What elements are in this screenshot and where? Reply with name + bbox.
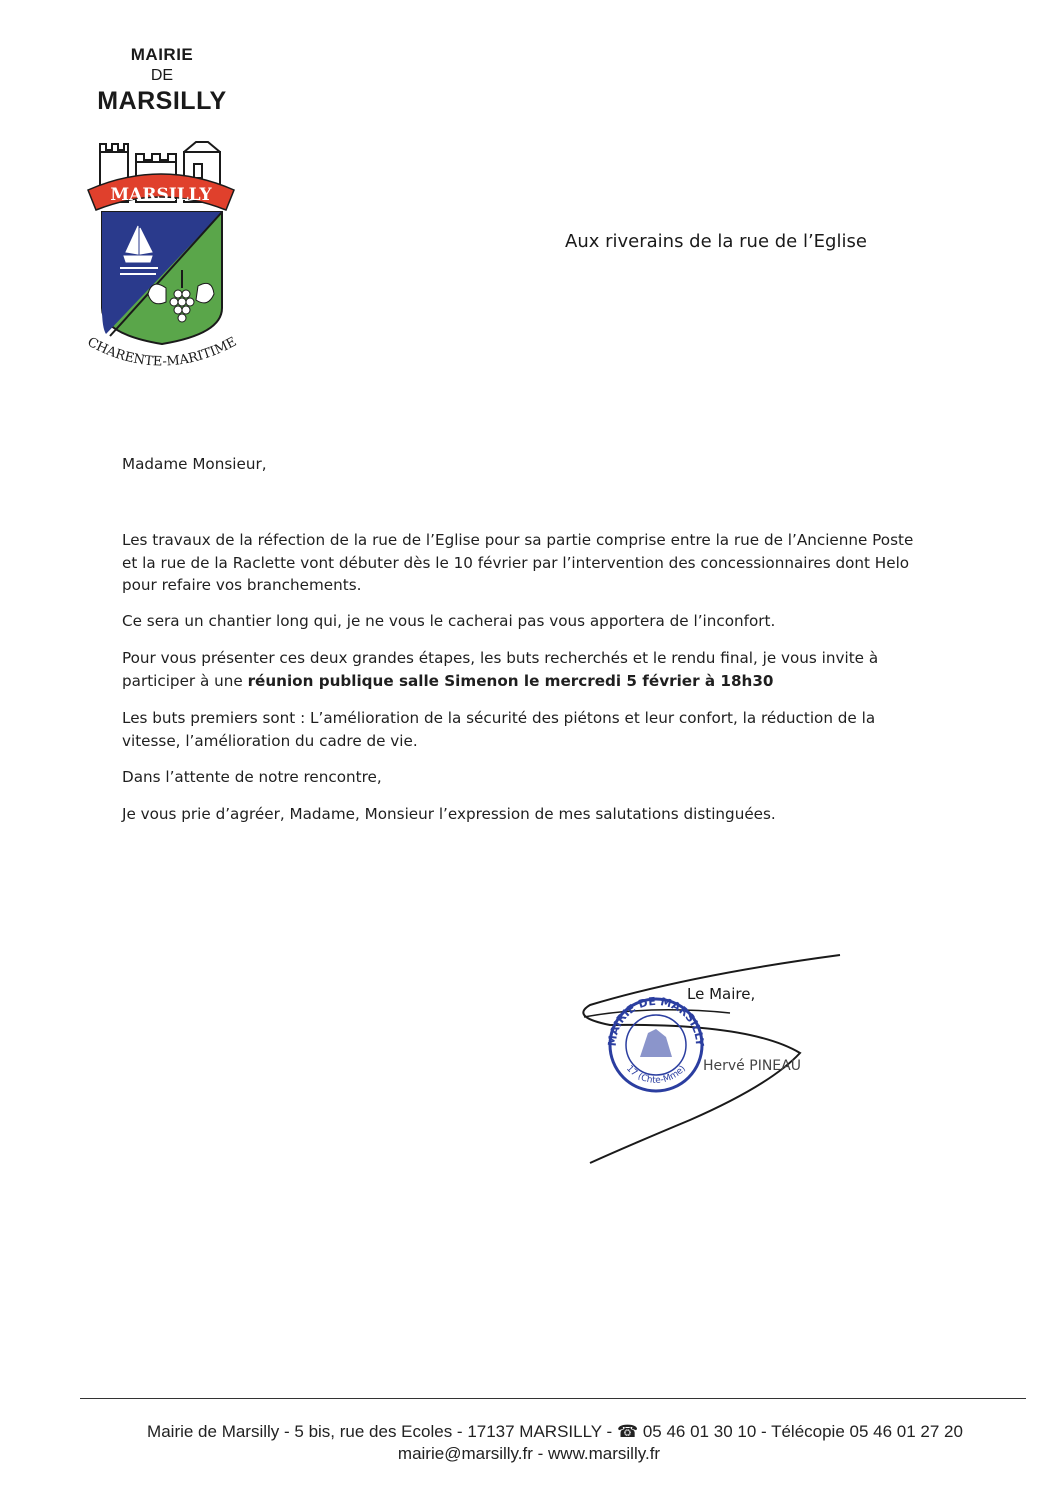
crest-banner-text: MARSILLY (110, 185, 212, 205)
signatory-title: Le Maire, (687, 985, 756, 1003)
letter-paragraph-inconvenience: Ce sera un chantier long qui, je ne vous le cacherai pas vous apportera de l’inconfort. (122, 612, 776, 630)
meeting-details-text: réunion publique salle Simenon le mercredi 5 février à 18h30 (247, 671, 774, 690)
recipient-line: Aux riverains de la rue de l’Eglise (565, 231, 867, 252)
stamp-bottom-text: 17 (Chte-Mme) (624, 1063, 688, 1086)
letterhead (72, 44, 252, 116)
letter-paragraph-regards: Je vous prie d’agréer, Madame, Monsieur l’expression de mes salutations distinguées. (122, 805, 776, 823)
town-crest-logo (66, 138, 256, 388)
meeting-intro-text: Pour vous présenter ces deux grandes étapes, les buts recherchés et le rendu final, je vous invite à participer à une (122, 649, 879, 690)
letter-paragraph-works: Les travaux de la réfection de la rue de l’Eglise pour sa partie comprise entre la rue de l’Ancienne Poste et la rue de la Raclette vont débuter dès le 10 février par l’intervention des concessionnaires dont Helo pour refaire vos branchements. (122, 531, 914, 594)
letter-paragraph-meeting (122, 647, 922, 692)
crest-motto-text: CHARENTE-MARITIME (84, 334, 240, 370)
letterhead-line-mairie: MAIRIE (130, 45, 194, 64)
letter-paragraph-goals: Les buts premiers sont : L’amélioration de la sécurité des piétons et leur confort, la réduction de la vitesse, l’amélioration du cadre de vie. (122, 709, 876, 750)
footer-divider (80, 1398, 1026, 1399)
letter-paragraph-closing: Dans l’attente de notre rencontre, (122, 768, 382, 786)
letterhead-line-town: MARSILLY (97, 87, 227, 115)
letterhead-line-de: DE (150, 67, 174, 84)
signatory-name: Hervé PINEAU (703, 1058, 801, 1074)
stamp-text: MAIRIE DE MARSILLY (605, 994, 707, 1047)
footer-address-line: Mairie de Marsilly - 5 bis, rue des Ecoles - 17137 MARSILLY - ☎ 05 46 01 30 10 - Télécopie 05 46 01 27 20 (147, 1422, 963, 1441)
footer-web-line: mairie@marsilly.fr - www.marsilly.fr (397, 1444, 661, 1463)
letter-salutation: Madame Monsieur, (122, 455, 267, 473)
